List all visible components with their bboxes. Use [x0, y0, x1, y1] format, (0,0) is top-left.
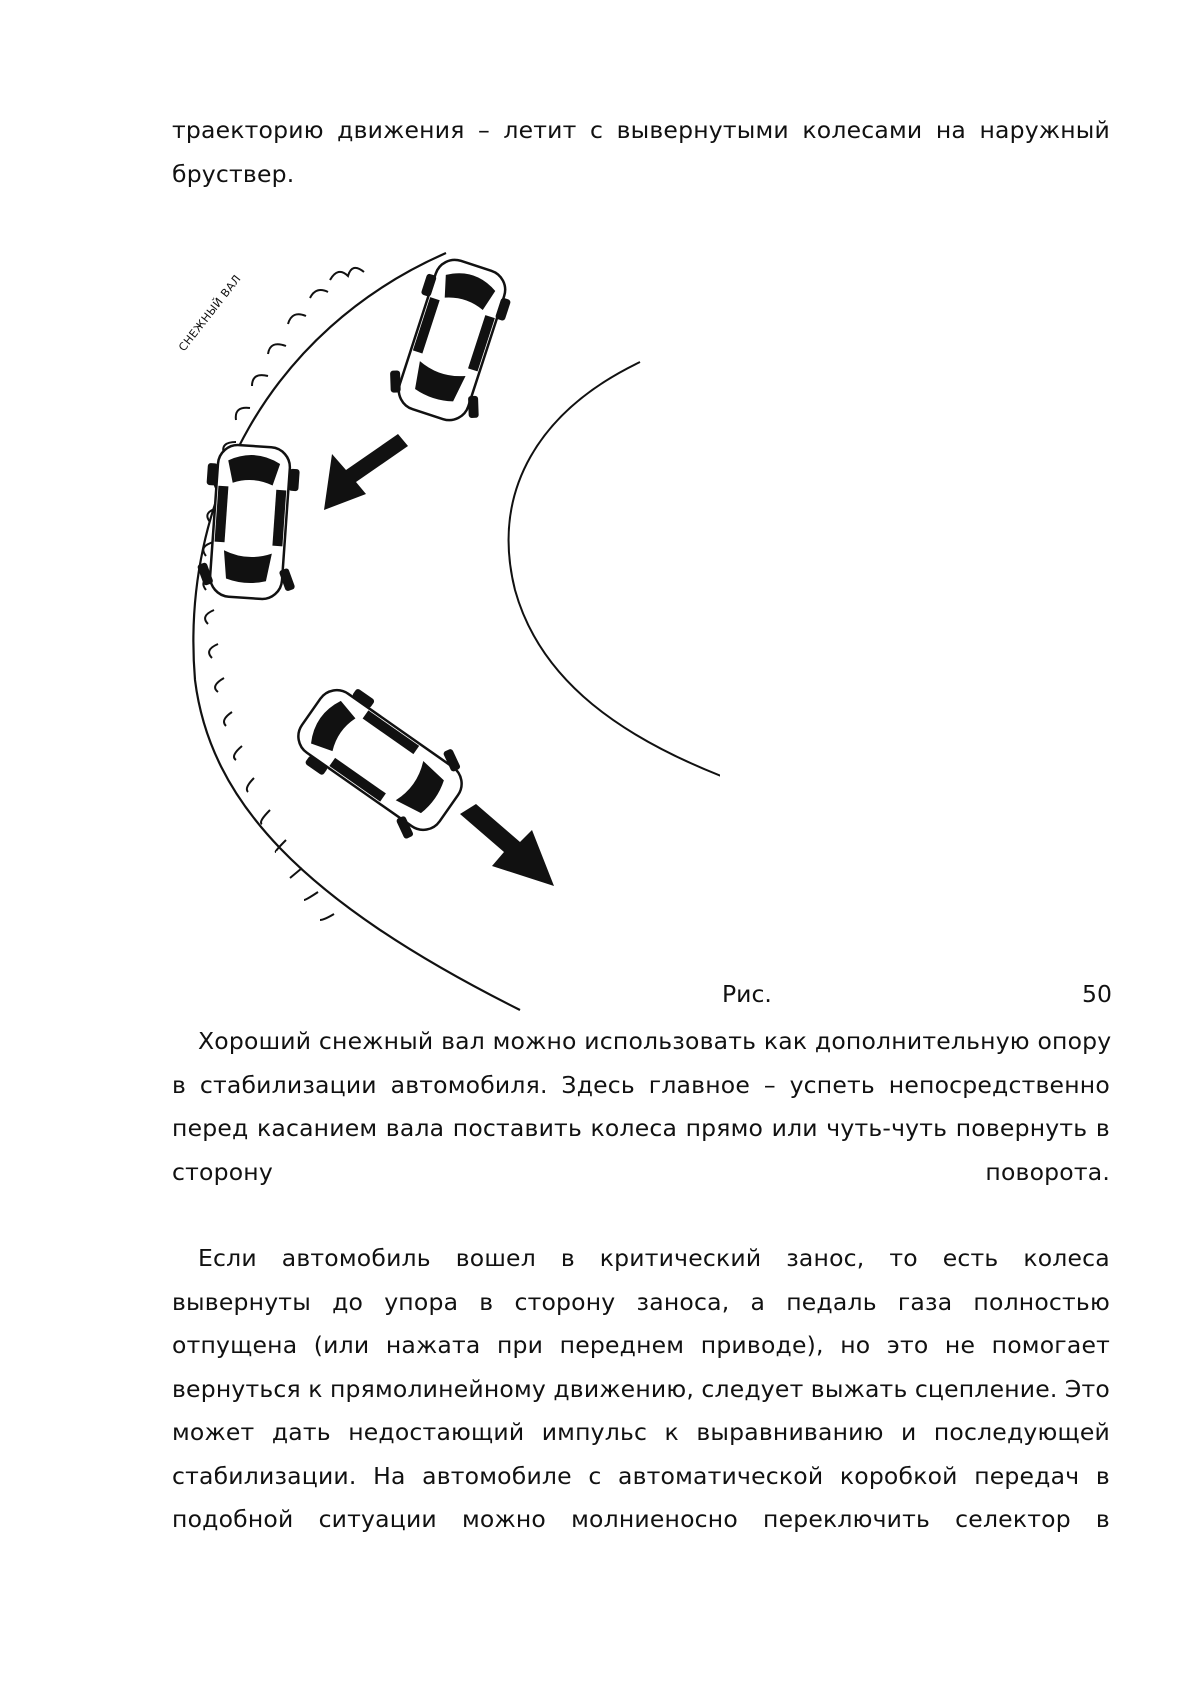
word: то [889, 1244, 918, 1272]
word: есть [942, 1244, 999, 1272]
word: недостающий [348, 1418, 525, 1446]
word: – [477, 116, 490, 144]
word: переключить [763, 1505, 931, 1533]
word: автомобиля. [390, 1070, 548, 1099]
text-line [172, 1281, 1110, 1325]
word: вывернутыми [616, 116, 789, 144]
word: На [373, 1461, 406, 1490]
word: поворота. [985, 1157, 1110, 1186]
word: коробкой [839, 1461, 958, 1490]
word: с [588, 1461, 602, 1490]
word: в [1095, 1505, 1110, 1533]
word: с [589, 116, 604, 144]
word: сцепление. [914, 1374, 1058, 1403]
word: выжать [810, 1374, 908, 1403]
word: вернуться [172, 1374, 301, 1403]
word: колесами [802, 116, 923, 144]
inner-road-edge [509, 362, 720, 785]
word: главное [648, 1070, 750, 1099]
word: подобной [172, 1505, 294, 1533]
text-line [172, 1020, 1110, 1064]
word: в [1095, 1461, 1110, 1490]
word: следует [701, 1374, 804, 1403]
word: приводе), [700, 1331, 824, 1359]
word: передач [974, 1461, 1080, 1490]
snow-bank-label: СНЕЖНЫЙ ВАЛ [176, 272, 244, 354]
word: занос, [786, 1244, 865, 1272]
word: к [308, 1374, 323, 1403]
word: упора [384, 1287, 459, 1316]
word: чуть-чуть [826, 1114, 948, 1142]
top-paragraph [172, 109, 1110, 196]
word: автомобиле [422, 1461, 572, 1490]
text-line [172, 1064, 1110, 1108]
word: Если [198, 1244, 257, 1272]
word: поставить [452, 1114, 582, 1142]
word: и [900, 1418, 917, 1446]
word: вала [385, 1114, 445, 1142]
text-line [172, 1151, 1110, 1195]
word: (или [313, 1331, 370, 1359]
skid-figure [160, 240, 720, 1020]
word: педаль [786, 1287, 877, 1316]
text-line [172, 1498, 1110, 1542]
word: стабилизации [199, 1070, 377, 1099]
word: критический [599, 1244, 762, 1272]
text-line [172, 1324, 1110, 1368]
word: газа [897, 1287, 953, 1316]
word: прямолинейному [329, 1374, 547, 1403]
word: в [172, 1070, 187, 1099]
word: Здесь [561, 1070, 635, 1099]
word: дать [271, 1418, 331, 1446]
figure-caption-label: Рис. [722, 980, 772, 1008]
word: в [479, 1287, 494, 1316]
word: на [935, 116, 966, 144]
word: до [332, 1287, 364, 1316]
word: Хороший снежный вал можно использовать как дополнительную опору [198, 1027, 1112, 1055]
word: стабилизации. [172, 1461, 357, 1490]
word: селектор [955, 1505, 1071, 1533]
word: импульс [541, 1418, 648, 1446]
text-line [172, 1411, 1110, 1455]
paragraph-skid [172, 1237, 1110, 1542]
word: полностью [973, 1287, 1110, 1316]
word: касанием [256, 1114, 378, 1142]
car-top [381, 251, 523, 430]
word: успеть [789, 1070, 875, 1099]
word: выравниванию [696, 1418, 884, 1446]
word: летит [503, 116, 577, 144]
word: вывернуты [172, 1287, 311, 1316]
word: а [750, 1287, 766, 1316]
word: непосредственно [888, 1070, 1110, 1099]
text-line [172, 1237, 1110, 1281]
word: помогает [991, 1331, 1110, 1359]
word: заноса, [636, 1287, 730, 1316]
word: можно [461, 1505, 547, 1533]
word: нажата [385, 1331, 481, 1359]
word: автоматической [617, 1461, 824, 1490]
word: но [840, 1331, 871, 1359]
text-line [172, 153, 1110, 197]
word: при [496, 1331, 544, 1359]
word: перед [172, 1114, 249, 1142]
text-line [172, 1455, 1110, 1499]
word: бруствер. [172, 159, 295, 188]
word: молниеносно [571, 1505, 738, 1533]
word: сторону [172, 1157, 273, 1186]
word: в [1095, 1114, 1110, 1142]
word: это [886, 1331, 929, 1359]
car-middle [195, 443, 305, 602]
word: может [172, 1418, 255, 1446]
word: сторону [514, 1287, 616, 1316]
word: к [664, 1418, 679, 1446]
word: отпущена [172, 1331, 298, 1359]
word: вошел [455, 1244, 536, 1272]
word: колеса [1023, 1244, 1110, 1272]
word: прямо [685, 1114, 764, 1142]
word: колеса [590, 1114, 678, 1142]
word: переднем [559, 1331, 685, 1359]
word: движения [337, 116, 465, 144]
text-line [172, 109, 1110, 153]
word: ситуации [318, 1505, 437, 1533]
arrow-1 [324, 434, 408, 510]
word: не [944, 1331, 976, 1359]
arrow-2 [460, 804, 554, 886]
word: или [771, 1114, 818, 1142]
word: последующей [933, 1418, 1110, 1446]
word: в [560, 1244, 575, 1272]
word: движению, [553, 1374, 695, 1403]
car-bottom [282, 670, 478, 850]
text-line [172, 1107, 1110, 1151]
text-line [172, 1368, 1110, 1412]
word: траекторию [172, 116, 324, 144]
word: Это [1064, 1374, 1110, 1403]
word: повернуть [955, 1114, 1088, 1142]
figure-caption-number: 50 [1082, 980, 1112, 1008]
paragraph-snow-bank [172, 1020, 1110, 1194]
word: – [763, 1070, 776, 1099]
word: автомобиль [281, 1244, 431, 1272]
word: наружный [979, 116, 1110, 144]
